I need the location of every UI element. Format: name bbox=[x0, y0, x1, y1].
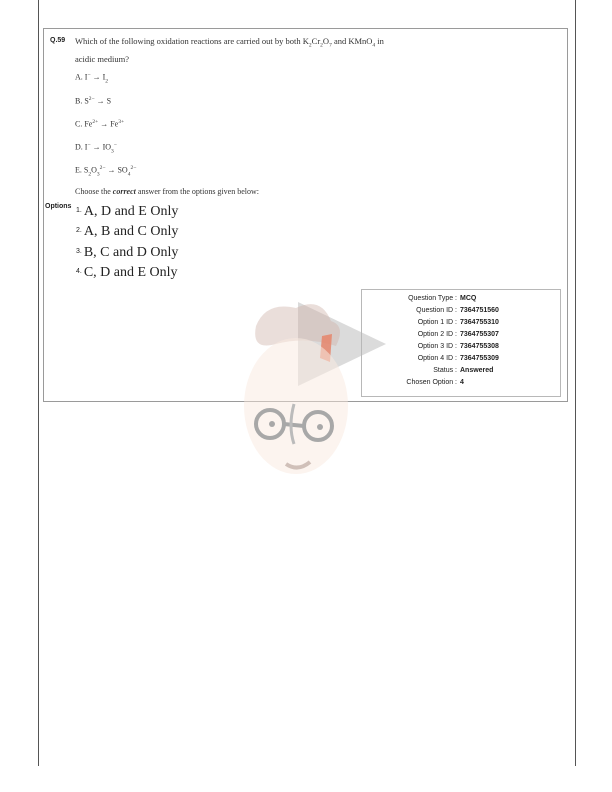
option-2[interactable]: $^{2.}$ A, B and C Only bbox=[76, 224, 179, 239]
page-left-rule bbox=[38, 0, 39, 766]
statement-c: C. $Fe^{2+} \to Fe^{3+}$ bbox=[75, 119, 125, 129]
instruction-text: Choose the correct answer from the options given below: bbox=[75, 187, 259, 196]
option-1[interactable]: $^{1.}$ A, D and E Only bbox=[76, 204, 179, 219]
meta-chosen-option: Chosen Option : 4 bbox=[406, 379, 464, 386]
statement-d: D. $I^- \to IO_3^-$ bbox=[75, 142, 117, 155]
meta-status: Status : Answered bbox=[433, 367, 494, 374]
statement-b: B. $S^{2-} \to S$ bbox=[75, 96, 112, 106]
page-right-rule bbox=[575, 0, 576, 766]
statement-a: A. $I^- \to I_2$ bbox=[75, 72, 108, 85]
meta-option-4-id: Option 4 ID : 7364755309 bbox=[417, 355, 499, 362]
option-3[interactable]: $^{3.}$ B, C and D Only bbox=[76, 245, 179, 260]
meta-question-type: Question Type : MCQ bbox=[408, 295, 477, 302]
meta-option-2-id: Option 2 ID : 7364755307 bbox=[417, 331, 499, 338]
meta-option-3-id: Option 3 ID : 7364755308 bbox=[417, 343, 499, 350]
question-number: Q.59 bbox=[50, 37, 66, 44]
statement-e: E. $S_2O_3^{2-} \to SO_4^{2-}$ bbox=[75, 165, 137, 178]
meta-question-id: Question ID : 7364751560 bbox=[416, 307, 499, 314]
question-meta-box bbox=[361, 289, 561, 397]
meta-option-1-id: Option 1 ID : 7364755310 bbox=[417, 319, 499, 326]
option-4[interactable]: $^{4.}$ C, D and E Only bbox=[76, 265, 178, 280]
options-label: Options bbox=[45, 203, 72, 210]
question-text: Which of the following oxidation reactions are carried out by both $K_2Cr_2O_7$ and KMnO$_4$ in acidic medium? bbox=[75, 36, 384, 64]
